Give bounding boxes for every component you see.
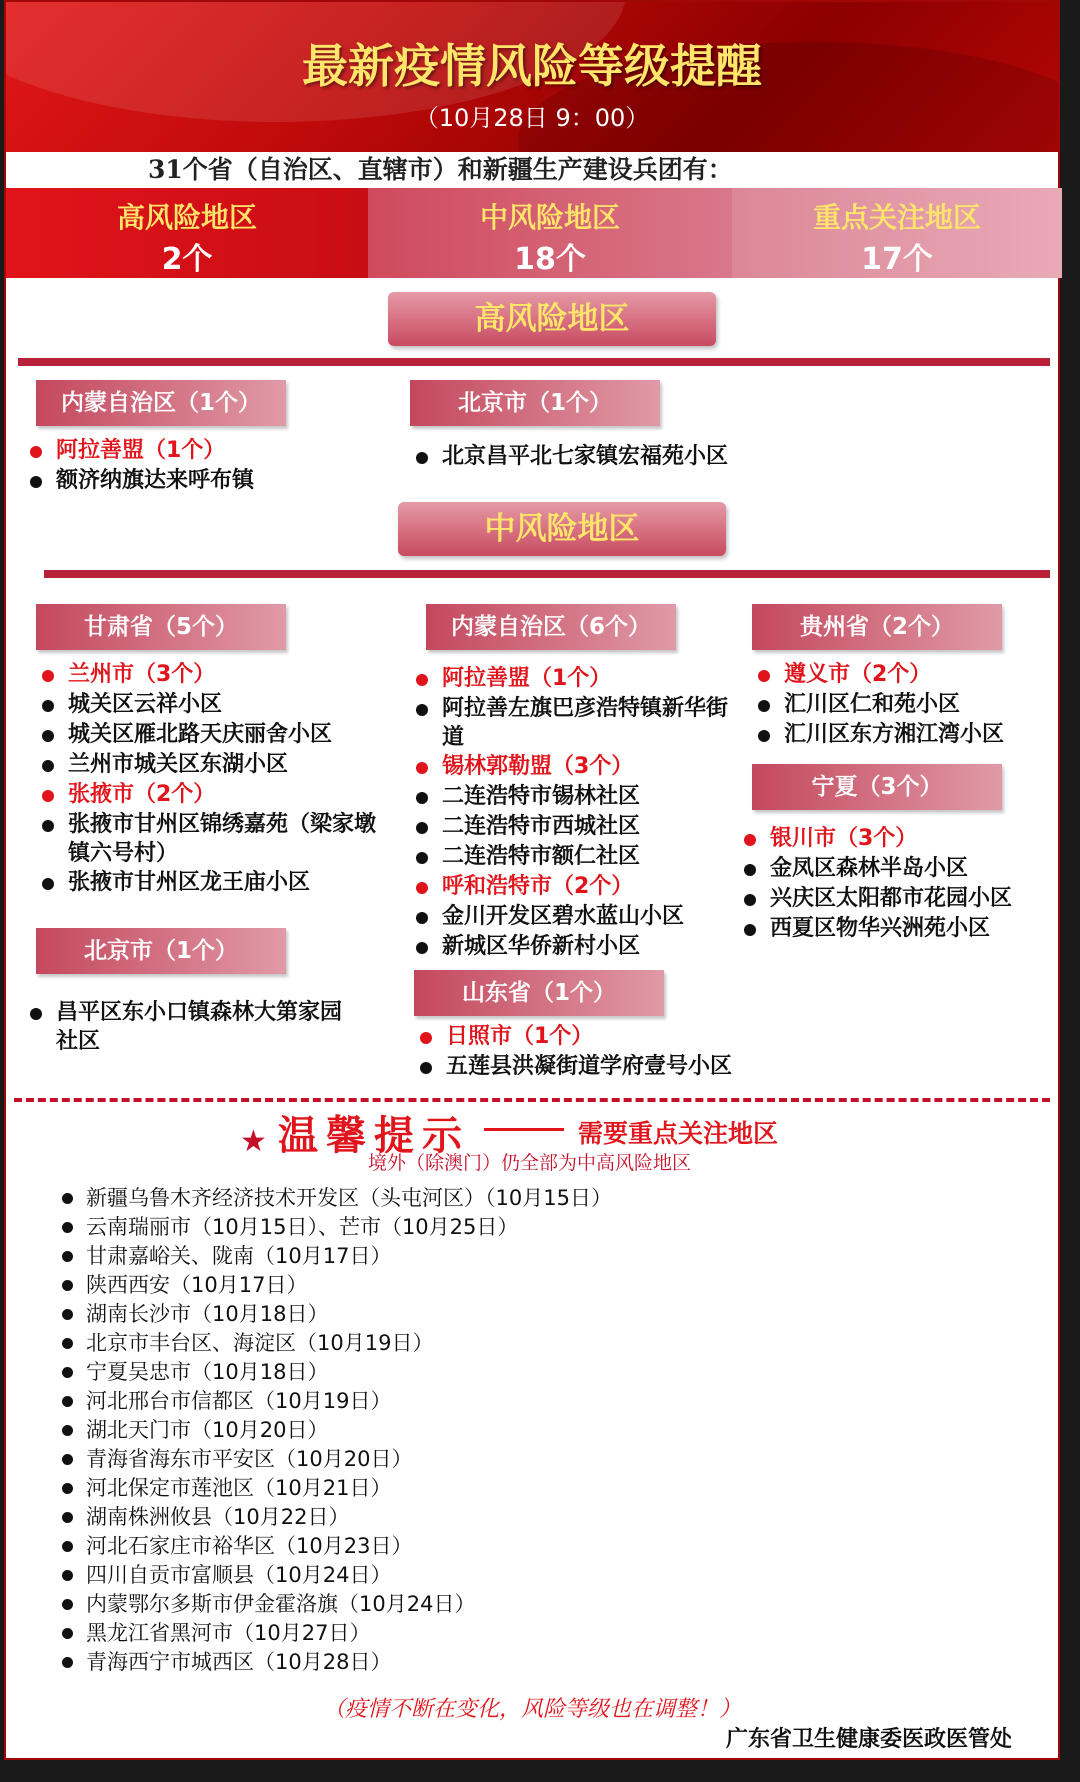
high-province-beijing: 北京市（1个）: [410, 380, 660, 426]
star-icon: ★: [240, 1124, 267, 1159]
footer-organization: 广东省卫生健康委医政医管处: [725, 1727, 1012, 1752]
medium-province-ningxia: 宁夏（3个）: [752, 764, 1002, 810]
list-item: 二连浩特市额仁社区: [416, 842, 736, 872]
poster: [4, 0, 1060, 1760]
list-item: 新疆乌鲁木齐经济技术开发区（头屯河区）（10月15日）: [62, 1184, 1022, 1213]
focus-area-list: [62, 1184, 1022, 1677]
list-item: 金凤区森林半岛小区: [744, 854, 1058, 884]
high-risk-banner: 高风险地区: [388, 292, 716, 346]
list-item: 张掖市（2个）: [42, 780, 382, 810]
medium-list-guizhou: [758, 660, 1058, 750]
tips-title: 温馨提示: [278, 1112, 470, 1159]
tips-subtitle: 需要重点关注地区: [578, 1119, 779, 1148]
list-item: 青海省海东市平安区（10月20日）: [62, 1445, 1022, 1474]
list-item: 湖南长沙市（10月18日）: [62, 1300, 1022, 1329]
list-item: 银川市（3个）: [744, 824, 1058, 854]
list-item: 北京昌平北七家镇宏福苑小区: [416, 442, 856, 472]
page-title: 最新疫情风险等级提醒: [302, 39, 762, 93]
list-item: 甘肃嘉峪关、陇南（10月17日）: [62, 1242, 1022, 1271]
summary-high-label: 高风险地区: [116, 201, 257, 234]
list-item: 汇川区东方湘江湾小区: [758, 720, 1058, 750]
list-item: 呼和浩特市（2个）: [416, 872, 736, 902]
list-item: 额济纳旗达来呼布镇: [30, 466, 350, 496]
list-item: 遵义市（2个）: [758, 660, 1058, 690]
high-province-neimeng: 内蒙自治区（1个）: [36, 380, 286, 426]
list-item: 阿拉善盟（1个）: [416, 664, 736, 694]
list-item: 阿拉善左旗巴彦浩特镇新华街道: [416, 694, 736, 752]
medium-list-neimeng: [416, 664, 736, 962]
summary-high-count: 2个: [161, 242, 213, 277]
high-list-beijing: [416, 442, 856, 472]
medium-province-gansu: 甘肃省（5个）: [36, 604, 286, 650]
high-list-neimeng: [30, 436, 350, 496]
list-item: 湖北天门市（10月20日）: [62, 1416, 1022, 1445]
list-item: 河北邢台市信都区（10月19日）: [62, 1387, 1022, 1416]
section-dashed-divider: [14, 1098, 1050, 1102]
list-item: 湖南株洲攸县（10月22日）: [62, 1503, 1022, 1532]
list-item: 二连浩特市锡林社区: [416, 782, 736, 812]
medium-list-ningxia: [744, 824, 1058, 944]
list-item: 河北保定市莲池区（10月21日）: [62, 1474, 1022, 1503]
list-item: 黑龙江省黑河市（10月27日）: [62, 1619, 1022, 1648]
list-item: 昌平区东小口镇森林大第家园社区: [30, 998, 360, 1056]
list-item: 北京市丰台区、海淀区（10月19日）: [62, 1329, 1022, 1358]
list-item: 城关区云祥小区: [42, 690, 382, 720]
list-item: 青海西宁市城西区（10月28日）: [62, 1648, 1022, 1677]
list-item: 内蒙鄂尔多斯市伊金霍洛旗（10月24日）: [62, 1590, 1022, 1619]
list-item: 锡林郭勒盟（3个）: [416, 752, 736, 782]
summary-medium-count: 18个: [514, 242, 586, 277]
list-item: 兴庆区太阳都市花园小区: [744, 884, 1058, 914]
header-banner: [6, 2, 1058, 152]
list-item: 阿拉善盟（1个）: [30, 436, 350, 466]
summary-high-risk: [6, 188, 368, 278]
medium-province-shandong: 山东省（1个）: [414, 970, 664, 1016]
medium-risk-divider: [44, 570, 1050, 578]
medium-list-beijing: [30, 998, 360, 1056]
list-item: 兰州市城关区东湖小区: [42, 750, 382, 780]
medium-list-shandong: [420, 1022, 800, 1082]
list-item: 河北石家庄市裕华区（10月23日）: [62, 1532, 1022, 1561]
intro-text: 31个省（自治区、直辖市）和新疆生产建设兵团有：: [6, 152, 1058, 188]
summary-medium-risk: [368, 188, 732, 278]
list-item: 城关区雁北路天庆丽舍小区: [42, 720, 382, 750]
update-time: （10月28日 9：00）: [414, 104, 650, 132]
medium-province-neimeng: 内蒙自治区（6个）: [426, 604, 676, 650]
summary-focus-areas: [732, 188, 1062, 278]
summary-bar: [6, 188, 1058, 278]
list-item: 云南瑞丽市（10月15日）、芒市（10月25日）: [62, 1213, 1022, 1242]
summary-focus-label: 重点关注地区: [812, 201, 981, 234]
list-item: 陕西西安（10月17日）: [62, 1271, 1022, 1300]
list-item: 张掖市甘州区龙王庙小区: [42, 868, 382, 898]
list-item: 金川开发区碧水蓝山小区: [416, 902, 736, 932]
list-item: 四川自贡市富顺县（10月24日）: [62, 1561, 1022, 1590]
tips-note: 境外（除澳门）仍全部为中高风险地区: [368, 1152, 692, 1174]
summary-medium-label: 中风险地区: [479, 201, 620, 234]
medium-risk-banner: 中风险地区: [398, 502, 726, 556]
list-item: 张掖市甘州区锦绣嘉苑（梁家墩镇六号村）: [42, 810, 382, 868]
medium-province-guizhou: 贵州省（2个）: [752, 604, 1002, 650]
summary-focus-count: 17个: [861, 242, 933, 277]
list-item: 西夏区物华兴洲苑小区: [744, 914, 1058, 944]
list-item: 汇川区仁和苑小区: [758, 690, 1058, 720]
tips-dash: [484, 1128, 564, 1131]
footer-warning: （疫情不断在变化，风险等级也在调整！）: [322, 1697, 741, 1722]
list-item: 二连浩特市西城社区: [416, 812, 736, 842]
list-item: 日照市（1个）: [420, 1022, 800, 1052]
list-item: 兰州市（3个）: [42, 660, 382, 690]
list-item: 五莲县洪凝街道学府壹号小区: [420, 1052, 800, 1082]
list-item: 新城区华侨新村小区: [416, 932, 736, 962]
list-item: 宁夏吴忠市（10月18日）: [62, 1358, 1022, 1387]
high-risk-divider: [18, 358, 1050, 366]
medium-province-beijing: 北京市（1个）: [36, 928, 286, 974]
medium-list-gansu: [42, 660, 382, 898]
